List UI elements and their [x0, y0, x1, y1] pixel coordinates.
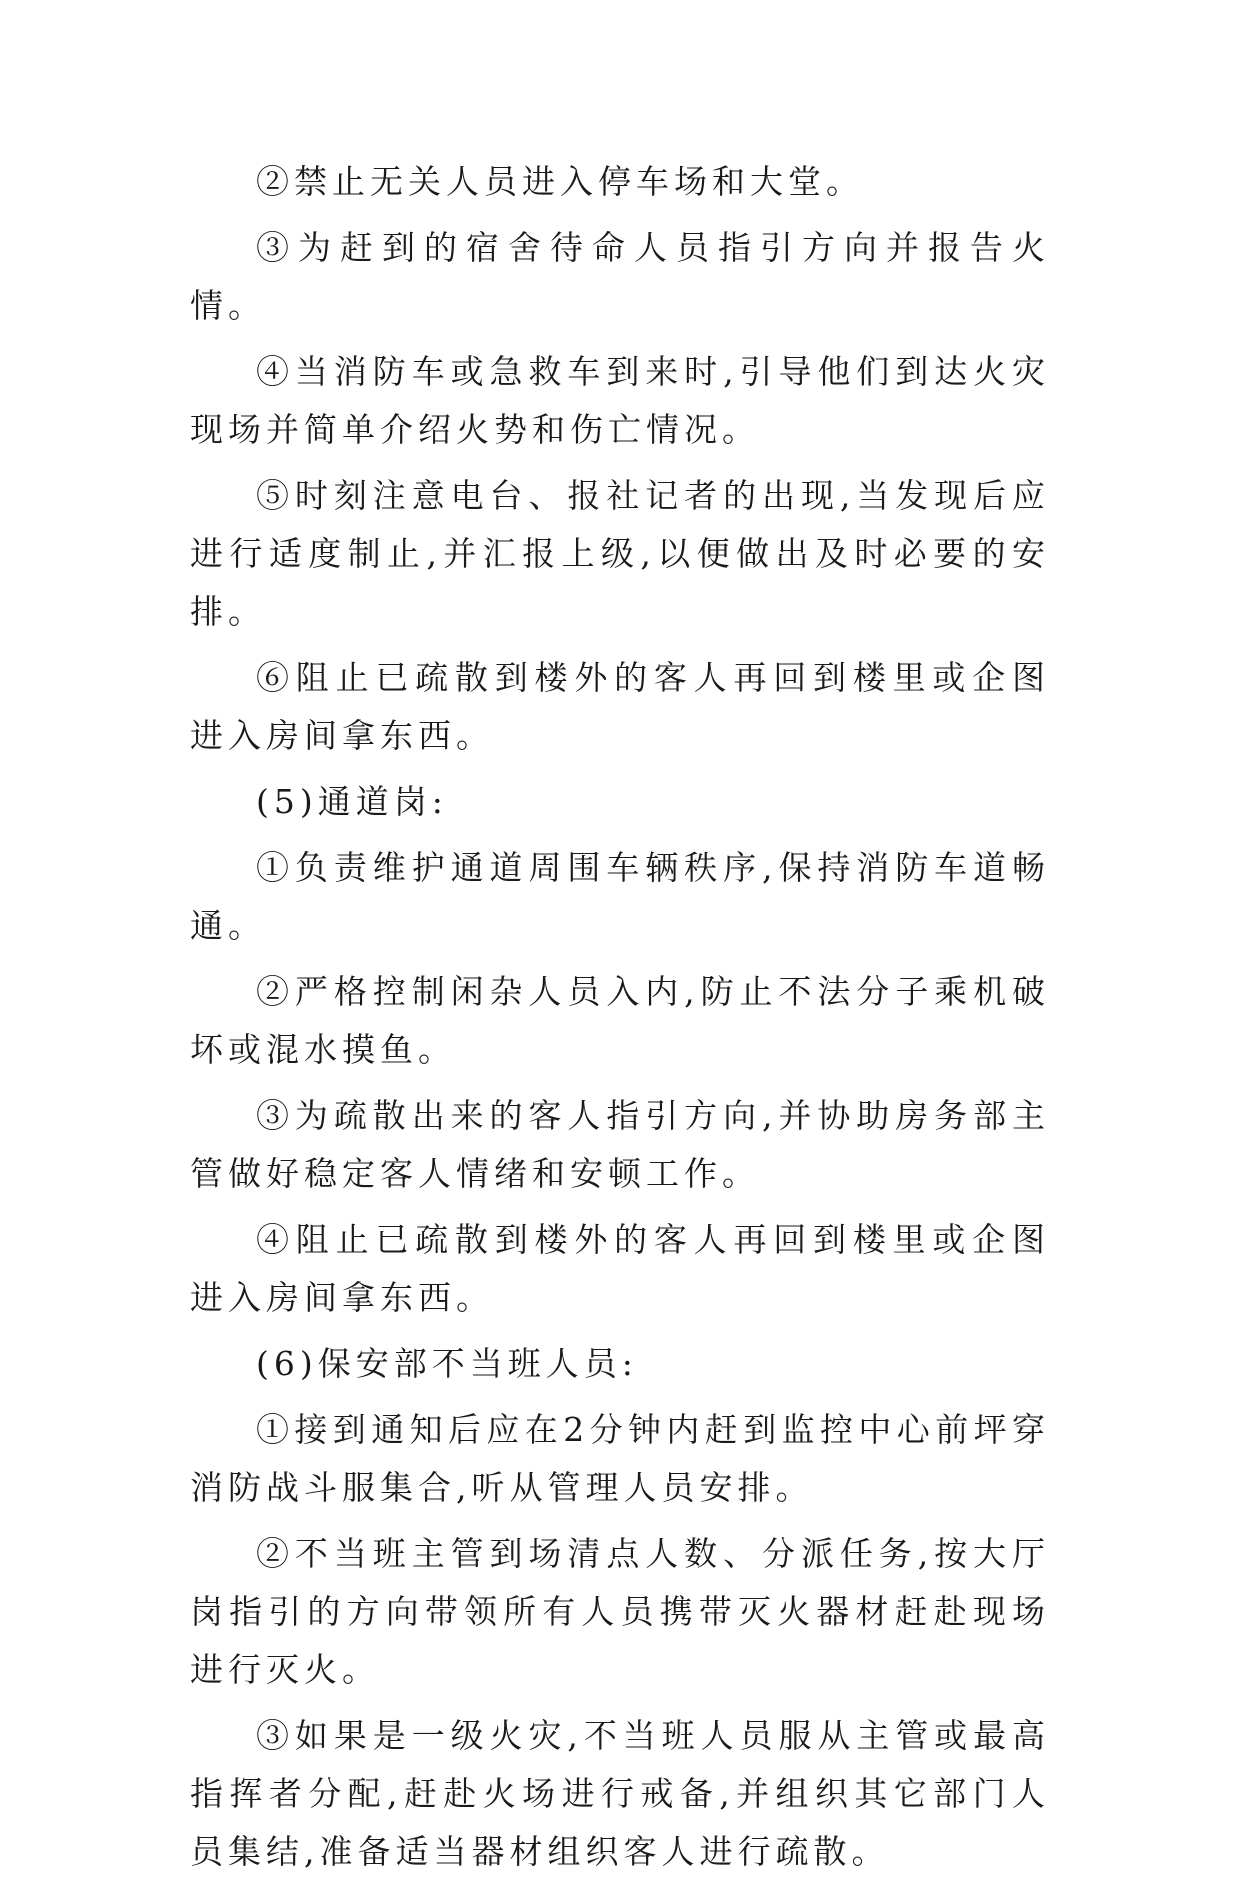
paragraph: ①接到通知后应在2分钟内赶到监控中心前坪穿消防战斗服集合,听从管理人员安排。 [190, 1410, 1050, 1507]
paragraph: ②禁止无关人员进入停车场和大堂。 [256, 162, 864, 201]
paragraph: ⑥阻止已疏散到楼外的客人再回到楼里或企图进入房间拿东西。 [190, 658, 1050, 755]
paragraph: ②严格控制闲杂人员入内,防止不法分子乘机破坏或混水摸鱼。 [190, 972, 1050, 1069]
paragraph: ⑤时刻注意电台、报社记者的出现,当发现后应进行适度制止,并汇报上级,以便做出及时必要的安排。 [190, 476, 1050, 631]
paragraph: ④当消防车或急救车到来时,引导他们到达火灾现场并简单介绍火势和伤亡情况。 [190, 352, 1050, 449]
paragraph: ②不当班主管到场清点人数、分派任务,按大厅岗指引的方向带领所有人员携带灭火器材赶赴现场进行灭火。 [190, 1534, 1050, 1689]
section-heading: (5)通道岗: [256, 782, 448, 821]
paragraph: ③如果是一级火灾,不当班人员服从主管或最高指挥者分配,赶赴火场进行戒备,并组织其它部门人员集结,准备适当器材组织客人进行疏散。 [190, 1716, 1050, 1871]
paragraph: ④阻止已疏散到楼外的客人再回到楼里或企图进入房间拿东西。 [190, 1220, 1050, 1317]
section-heading: (6)保安部不当班人员: [256, 1344, 638, 1383]
paragraph: ③为疏散出来的客人指引方向,并协助房务部主管做好稳定客人情绪和安顿工作。 [190, 1096, 1050, 1193]
paragraph: ①负责维护通道周围车辆秩序,保持消防车道畅通。 [190, 848, 1050, 945]
document-body [190, 153, 1050, 1889]
paragraph: ③为赶到的宿舍待命人员指引方向并报告火情。 [190, 228, 1050, 325]
